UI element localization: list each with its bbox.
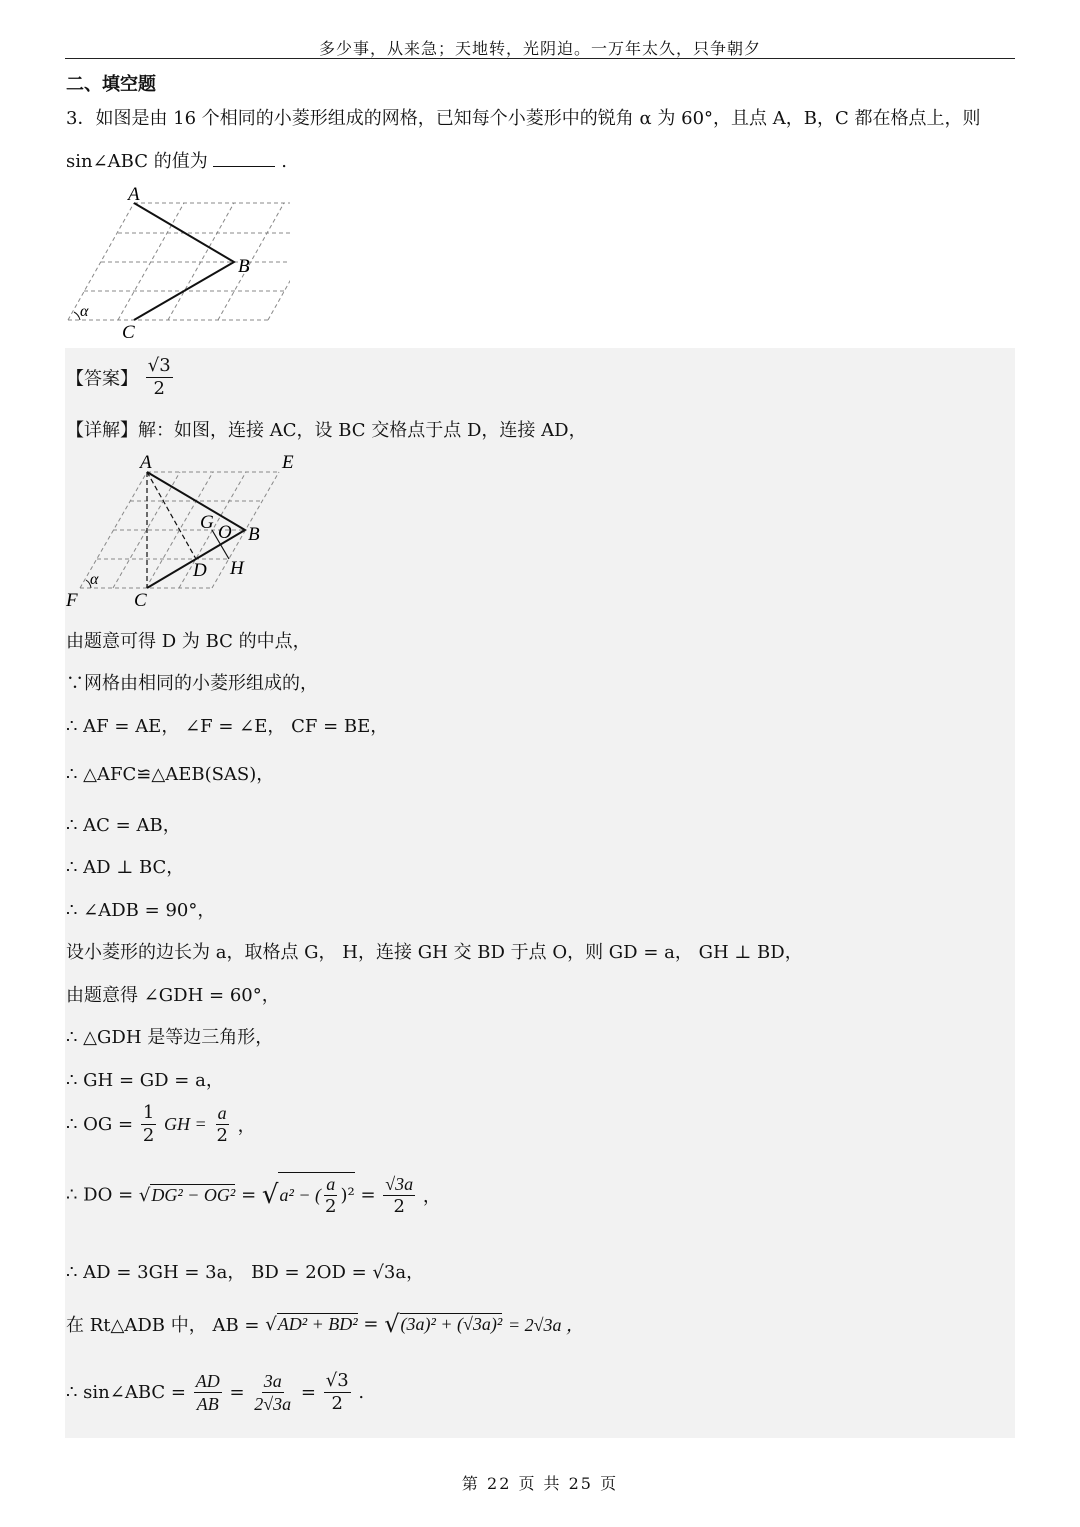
section-title: 二、填空题 (66, 74, 156, 95)
step-13-frac-num: √3a (385, 1173, 414, 1194)
step-13-a: ∴ DO = (66, 1184, 134, 1206)
step-5: ∴ AC = AB， (66, 815, 181, 836)
step-11: ∴ GH = GD = a， (66, 1070, 224, 1091)
step-15 (66, 1310, 584, 1338)
page-number: 第 22 页 共 25 页 (461, 1474, 619, 1493)
step-13-radicand-1: DG² − OG² (151, 1184, 236, 1205)
step-12-b: GH = (164, 1114, 207, 1134)
step-13-radicand-2-a: a² − ( (279, 1185, 322, 1205)
step-12-c: ， (237, 1115, 256, 1137)
figure-1-label-b: B (238, 256, 250, 277)
figure-2-label-c: C (134, 590, 147, 611)
step-13 (66, 1172, 441, 1218)
figure-1-path-abc (134, 203, 234, 320)
step-7: ∴ ∠ADB = 90°， (66, 900, 216, 921)
figure-2-grid (60, 450, 310, 615)
figure-2-label-e: E (282, 452, 294, 473)
step-15-radicand-2: (3a)² + (√3a)² (400, 1313, 503, 1334)
figure-1-grid (60, 180, 290, 345)
step-12-frac-2-num: a (217, 1103, 227, 1123)
step-3: ∴ AF = AE， ∠F = ∠E， CF = BE， (66, 716, 389, 737)
step-2: ∵网格由相同的小菱形组成的， (66, 673, 318, 694)
figure-2-label-g: G (200, 512, 214, 533)
step-16-frac-1-den: AB (196, 1394, 219, 1414)
step-1: 由题意可得 D 为 BC 的中点， (66, 631, 311, 652)
figure-2-label-o: O (218, 522, 232, 543)
step-13-inner-frac-num: a (326, 1174, 336, 1194)
step-13-sqrt-1: √DG² − OG² (138, 1184, 236, 1206)
figure-1-grid-lines (68, 203, 290, 320)
header-divider (65, 58, 1015, 59)
step-9: 由题意得 ∠GDH = 60°， (66, 985, 280, 1006)
step-16-frac-1 (194, 1370, 222, 1415)
detail-intro: 解：如图，连接 AC，设 BC 交格点于点 D，连接 AD， (138, 420, 587, 441)
detail-intro-line (66, 416, 587, 442)
figure-2-label-a: A (140, 452, 152, 473)
figure-2-label-d: D (193, 560, 207, 581)
step-13-inner-frac-den: 2 (325, 1196, 337, 1217)
step-12-a: ∴ OG = (66, 1114, 134, 1135)
question-text: sin∠ABC 的值为 (66, 151, 208, 172)
answer-fraction (146, 355, 173, 400)
answer-numerator: √3 (147, 355, 171, 376)
step-13-sqrt-2-sign: √ (261, 1180, 279, 1210)
step-13-inner-frac (323, 1173, 338, 1218)
step-16-frac-3-den: 2 (331, 1393, 343, 1414)
question-line-2 (66, 147, 287, 173)
step-16-frac-2-den: 2√3a (254, 1394, 292, 1414)
step-13-radicand-2-b: )² (340, 1185, 355, 1206)
step-15-c: = 2√3a ， (508, 1315, 585, 1335)
figure-2-label-b: B (248, 524, 260, 545)
step-16-c: = (300, 1382, 316, 1403)
step-8: 设小菱形的边长为 a，取格点 G， H，连接 GH 交 BD 于点 O，则 GD = a， GH ⊥ BD， (66, 942, 803, 963)
step-12-frac-2-den: 2 (216, 1125, 228, 1146)
answer-line (66, 355, 175, 400)
step-6: ∴ AD ⊥ BC， (66, 857, 185, 878)
step-13-frac (383, 1173, 415, 1218)
step-12 (66, 1102, 256, 1147)
header-motto: 多少事，从来急；天地转，光阴迫。一万年太久，只争朝夕 (318, 39, 761, 58)
step-4: ∴ △AFC≌△AEB(SAS)， (66, 764, 275, 785)
step-14: ∴ AD = 3GH = 3a， BD = 2OD = √3a， (66, 1262, 425, 1283)
step-15-sqrt-1: √AD² + BD² (265, 1313, 358, 1335)
step-12-frac-1-num: 1 (142, 1102, 155, 1123)
step-16-frac-3 (324, 1370, 351, 1415)
step-16-d: . (358, 1382, 365, 1403)
step-16-b: = (229, 1382, 245, 1403)
step-13-c: = (360, 1184, 376, 1206)
answer-denominator: 2 (153, 378, 165, 399)
step-16-frac-2-num: 3a (263, 1371, 282, 1391)
step-16 (66, 1370, 364, 1415)
step-13-radicand-2 (278, 1172, 354, 1218)
figure-1-label-a: A (128, 184, 140, 205)
step-16-a: ∴ sin∠ABC = (66, 1382, 186, 1403)
question-end: . (281, 151, 287, 172)
answer-tag: 【答案】 (66, 368, 138, 390)
step-16-frac-2 (252, 1370, 293, 1415)
question-line-1: 3．如图是由 16 个相同的小菱形组成的网格，已知每个小菱形中的锐角 α 为 60°，且点 A，B，C 都在格点上，则 (66, 108, 981, 129)
figure-2-label-h: H (230, 558, 244, 579)
step-16-frac-3-num: √3 (325, 1370, 349, 1391)
figure-2-label-f: F (66, 590, 78, 611)
step-15-a: 在 Rt△ADB 中， AB = (66, 1315, 260, 1336)
figure-2-label-alpha: α (90, 571, 99, 588)
step-15-b: = (363, 1313, 379, 1335)
detail-tag: 【详解】 (66, 420, 138, 441)
answer-blank (213, 148, 275, 167)
figure-1-label-c: C (122, 322, 135, 343)
step-13-frac-den: 2 (393, 1195, 405, 1217)
figure-1-label-alpha: α (80, 303, 89, 320)
step-13-b: = (241, 1184, 257, 1206)
step-12-frac-1-den: 2 (142, 1125, 155, 1146)
step-13-d: ， (422, 1186, 441, 1207)
step-12-frac-1 (141, 1102, 156, 1147)
step-10: ∴ △GDH 是等边三角形， (66, 1027, 274, 1048)
step-15-sqrt-2-sign: √ (384, 1310, 400, 1338)
figure-2-line-ad (147, 472, 196, 559)
step-15-radicand-1: AD² + BD² (277, 1313, 358, 1334)
step-16-frac-1-num: AD (195, 1371, 220, 1391)
step-12-frac-2 (214, 1102, 229, 1147)
